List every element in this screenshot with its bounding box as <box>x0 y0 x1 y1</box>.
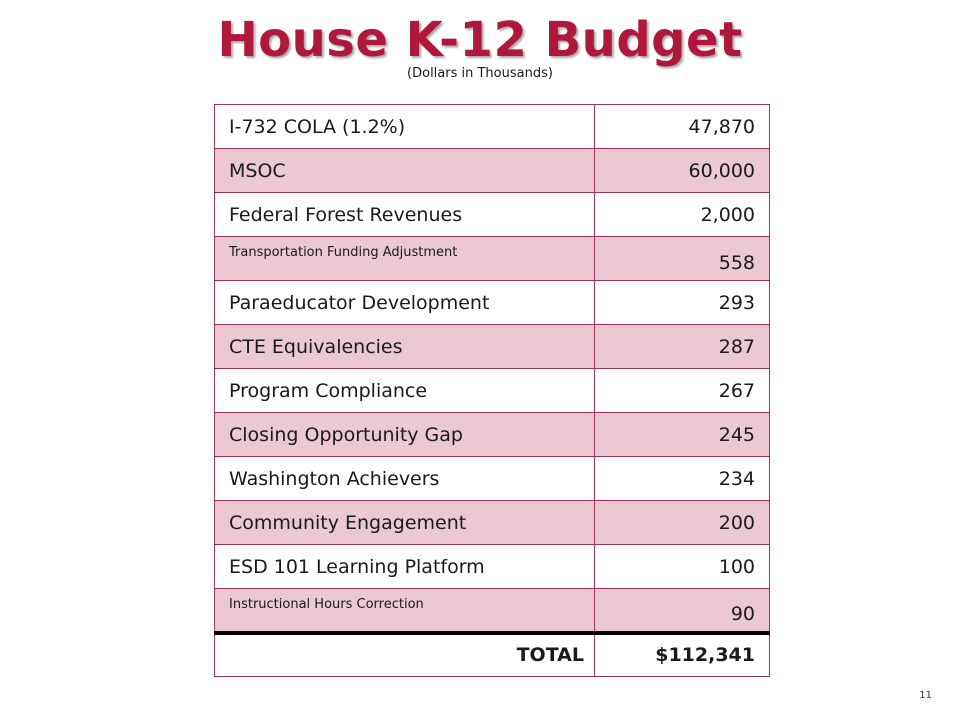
table-row <box>215 369 770 413</box>
table-row <box>215 281 770 325</box>
table-row <box>215 193 770 237</box>
row-amount: 245 <box>595 413 770 457</box>
row-amount: 100 <box>595 545 770 589</box>
row-label: MSOC <box>215 149 595 193</box>
row-amount: 2,000 <box>595 193 770 237</box>
row-amount: 200 <box>595 501 770 545</box>
row-label: Transportation Funding Adjustment <box>215 237 595 281</box>
row-label: Closing Opportunity Gap <box>215 413 595 457</box>
row-label: Federal Forest Revenues <box>215 193 595 237</box>
table-row <box>215 237 770 281</box>
budget-table-body <box>215 105 770 633</box>
total-amount: $112,341 <box>595 633 770 677</box>
row-amount: 267 <box>595 369 770 413</box>
row-amount: 293 <box>595 281 770 325</box>
table-row <box>215 545 770 589</box>
row-amount: 60,000 <box>595 149 770 193</box>
row-label: Program Compliance <box>215 369 595 413</box>
total-label: TOTAL <box>215 633 595 677</box>
row-label: Community Engagement <box>215 501 595 545</box>
row-label: I-732 COLA (1.2%) <box>215 105 595 149</box>
table-row <box>215 413 770 457</box>
page-number: 11 <box>919 690 932 701</box>
row-label: Washington Achievers <box>215 457 595 501</box>
row-amount: 558 <box>595 237 770 281</box>
row-amount: 234 <box>595 457 770 501</box>
slide-subtitle: (Dollars in Thousands) <box>407 66 553 81</box>
row-amount: 90 <box>595 589 770 633</box>
table-row <box>215 325 770 369</box>
row-label: Instructional Hours Correction <box>215 589 595 633</box>
table-row <box>215 501 770 545</box>
table-row <box>215 149 770 193</box>
row-amount: 47,870 <box>595 105 770 149</box>
row-label: CTE Equivalencies <box>215 325 595 369</box>
slide-title: House K-12 Budget <box>217 12 743 68</box>
table-row <box>215 457 770 501</box>
row-label: ESD 101 Learning Platform <box>215 545 595 589</box>
table-row <box>215 589 770 633</box>
row-amount: 287 <box>595 325 770 369</box>
total-row <box>215 633 770 677</box>
row-label: Paraeducator Development <box>215 281 595 325</box>
table-row <box>215 105 770 149</box>
budget-table <box>214 104 770 677</box>
